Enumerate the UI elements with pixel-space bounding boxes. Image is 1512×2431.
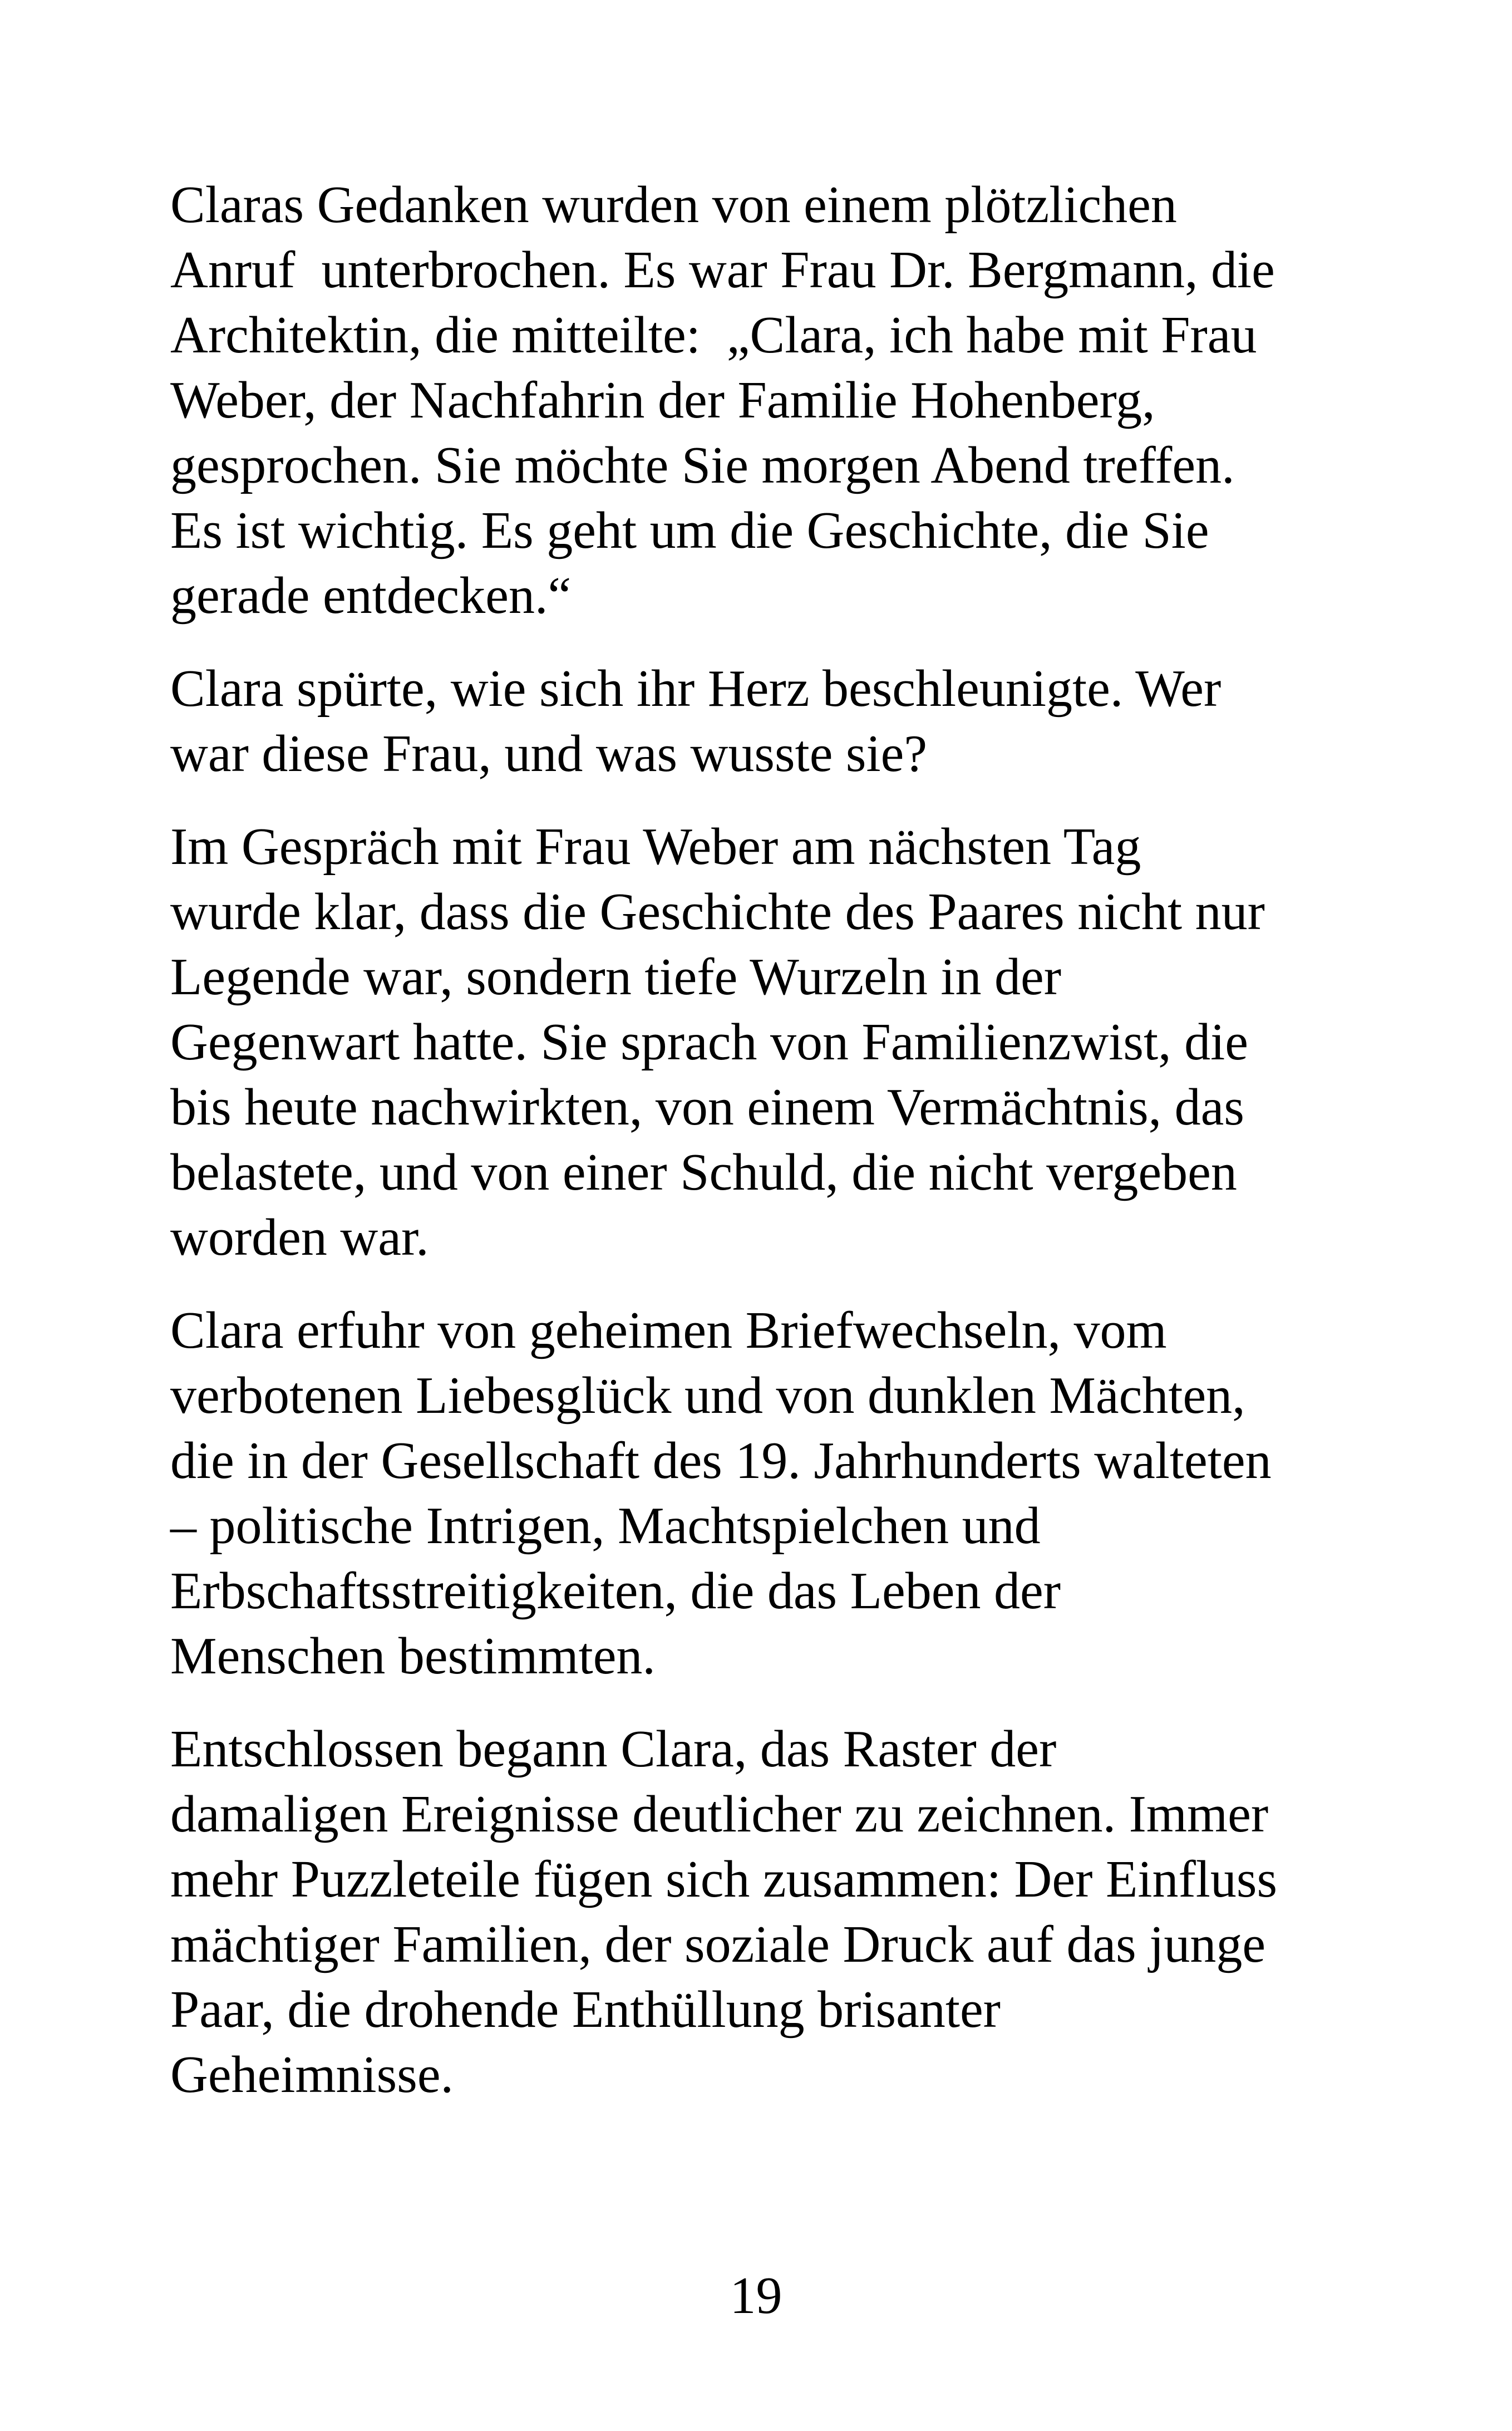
text-line: Architektin, die mitteilte: „Clara, ich habe mit Frau bbox=[170, 306, 1257, 364]
body-text bbox=[170, 173, 1378, 2135]
text-line: belastete, und von einer Schuld, die nicht vergeben bbox=[170, 1143, 1237, 1201]
text-line: Anruf unterbrochen. Es war Frau Dr. Bergmann, die bbox=[170, 241, 1275, 299]
text-line: gerade entdecken.“ bbox=[170, 567, 572, 625]
text-line: mächtiger Familien, der soziale Druck auf das junge bbox=[170, 1916, 1266, 1973]
text-line: verbotenen Liebesglück und von dunklen Mächten, bbox=[170, 1367, 1245, 1425]
text-line: die in der Gesellschaft des 19. Jahrhunderts walteten bbox=[170, 1432, 1272, 1490]
text-line: mehr Puzzleteile fügen sich zusammen: Der Einfluss bbox=[170, 1850, 1278, 1908]
text-line: Im Gespräch mit Frau Weber am nächsten Tag bbox=[170, 818, 1141, 876]
text-line: Gegenwart hatte. Sie sprach von Familienzwist, die bbox=[170, 1013, 1248, 1071]
text-line: damaligen Ereignisse deutlicher zu zeichnen. Immer bbox=[170, 1785, 1269, 1843]
text-line: Clara spürte, wie sich ihr Herz beschleunigte. Wer bbox=[170, 660, 1222, 718]
text-line: Claras Gedanken wurden von einem plötzlichen bbox=[170, 176, 1177, 234]
paragraph-3 bbox=[170, 814, 1378, 1270]
text-line: Legende war, sondern tiefe Wurzeln in der bbox=[170, 948, 1062, 1006]
text-line: Weber, der Nachfahrin der Familie Hohenberg, bbox=[170, 371, 1155, 429]
text-line: – politische Intrigen, Machtspielchen und bbox=[170, 1497, 1041, 1555]
text-line: Menschen bestimmten. bbox=[170, 1627, 656, 1685]
page-number: 19 bbox=[730, 2267, 782, 2325]
text-line: Paar, die drohende Enthüllung brisanter bbox=[170, 1981, 1001, 2039]
text-line: war diese Frau, und was wusste sie? bbox=[170, 725, 928, 783]
text-line: Es ist wichtig. Es geht um die Geschichte, die Sie bbox=[170, 502, 1209, 559]
text-line: Erbschaftsstreitigkeiten, die das Leben der bbox=[170, 1562, 1061, 1620]
paragraph-1 bbox=[170, 173, 1378, 628]
text-line: wurde klar, dass die Geschichte des Paares nicht nur bbox=[170, 883, 1265, 941]
text-line: Clara erfuhr von geheimen Briefwechseln, vom bbox=[170, 1302, 1167, 1359]
paragraph-4 bbox=[170, 1298, 1378, 1689]
text-line: gesprochen. Sie möchte Sie morgen Abend treffen. bbox=[170, 436, 1235, 494]
paragraph-5 bbox=[170, 1717, 1378, 2108]
text-line: Geheimnisse. bbox=[170, 2046, 454, 2104]
text-line: Entschlossen begann Clara, das Raster der bbox=[170, 1720, 1057, 1778]
text-line: worden war. bbox=[170, 1209, 429, 1266]
text-line: bis heute nachwirkten, von einem Vermächtnis, das bbox=[170, 1078, 1244, 1136]
paragraph-2 bbox=[170, 656, 1378, 787]
